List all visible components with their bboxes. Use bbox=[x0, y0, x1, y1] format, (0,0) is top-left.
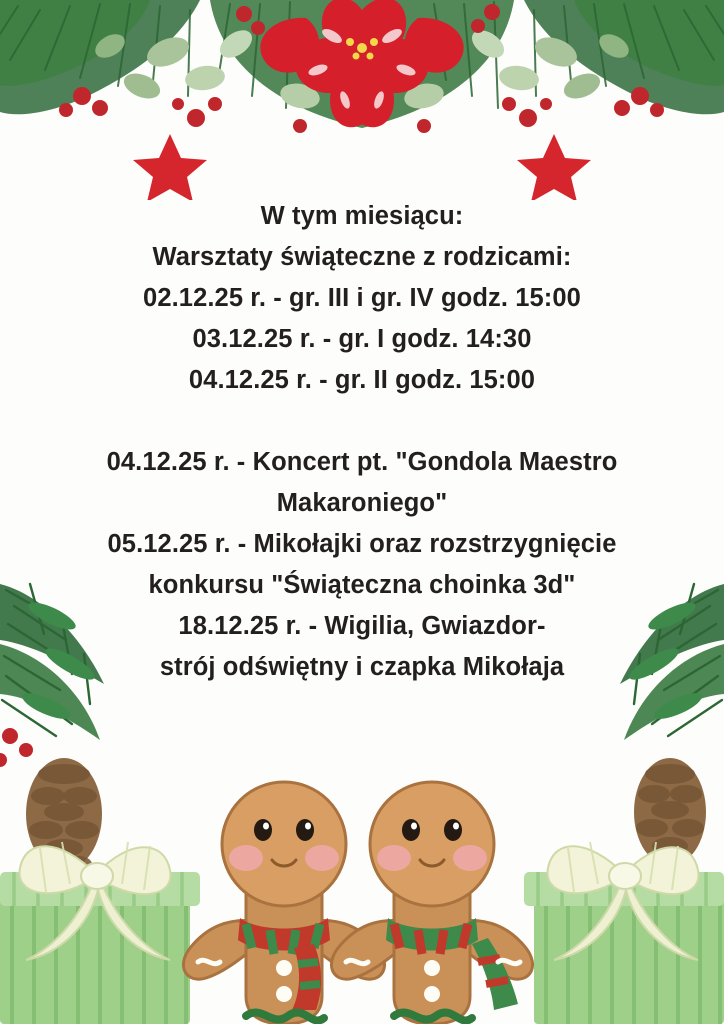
line-month-heading: W tym miesiącu: bbox=[260, 202, 464, 230]
line-concert-part2: Makaroniego" bbox=[276, 489, 448, 517]
line-date-0212: 02.12.25 r. - gr. III i gr. IV godz. 15:00 bbox=[143, 284, 581, 312]
text-block-events bbox=[0, 442, 724, 688]
top-garland-decoration bbox=[0, 0, 724, 200]
ribbon-bow-right bbox=[547, 842, 698, 960]
holly-berries bbox=[59, 4, 664, 133]
poinsettia-flower bbox=[260, 0, 463, 127]
top-garland-svg bbox=[0, 0, 724, 200]
pine-cone-left bbox=[26, 758, 102, 872]
gift-box-right bbox=[524, 842, 724, 1024]
line-date-0312: 03.12.25 r. - gr. I godz. 14:30 bbox=[192, 325, 532, 353]
line-workshops-heading: Warsztaty świąteczne z rodzicami: bbox=[152, 243, 572, 271]
eucalyptus-leaves bbox=[91, 25, 633, 112]
pine-needles bbox=[0, 2, 724, 108]
scarf-left bbox=[238, 918, 330, 1010]
text-block-workshops bbox=[0, 196, 724, 401]
scarf-right bbox=[386, 918, 518, 1010]
pine-branch-cluster bbox=[0, 0, 724, 128]
line-mikolajki-part2: konkursu "Świąteczna choinka 3d" bbox=[148, 571, 576, 599]
pine-cone-right bbox=[634, 758, 706, 866]
gift-box-left bbox=[0, 842, 200, 1024]
red-star-decoration bbox=[133, 134, 591, 200]
line-concert-part1: 04.12.25 r. - Koncert pt. "Gondola Maestro bbox=[106, 448, 618, 476]
line-wigilia-part2: strój odświętny i czapka Mikołaja bbox=[159, 653, 565, 681]
ribbon-bow-left bbox=[19, 842, 170, 960]
line-wigilia-part1: 18.12.25 r. - Wigilia, Gwiazdor- bbox=[178, 612, 546, 640]
poster-text-container bbox=[0, 196, 724, 688]
line-mikolajki-part1: 05.12.25 r. - Mikołajki oraz rozstrzygnięcie bbox=[107, 530, 617, 558]
line-date-0412: 04.12.25 r. - gr. II godz. 15:00 bbox=[188, 366, 536, 394]
gingerbread-man-right bbox=[331, 782, 532, 1024]
gingerbread-man-left bbox=[183, 782, 384, 1024]
